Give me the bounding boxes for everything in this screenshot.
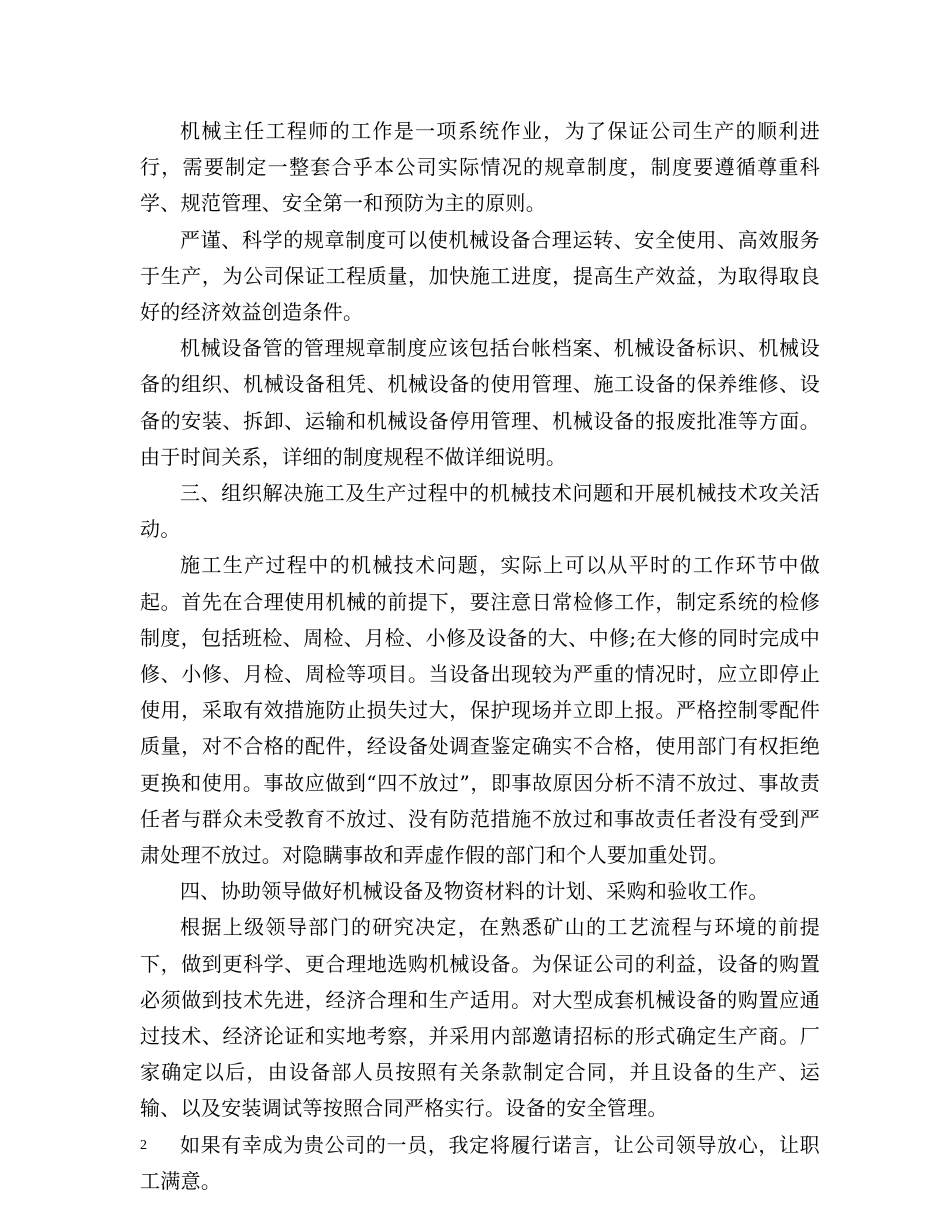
body-text: [140, 113, 820, 1199]
paragraph-procurement: 根据上级领导部门的研究决定，在熟悉矿山的工艺流程与环境的前提下，做到更科学、更合理地选购机械设备。为保证公司的利益，设备的购置必须做到技术先进，经济合理和生产适用。对大型成套机械设备的购置应通过技术、经济论证和实地考察，并采用内部邀请招标的形式确定生产商。厂家确定以后，由设备部人员按照有关条款制定合同，并且设备的生产、运输、以及安装调试等按照合同严格实行。设备的安全管理。: [140, 915, 820, 1121]
paragraph-rules-intro: 机械主任工程师的工作是一项系统作业，为了保证公司生产的顺利进行，需要制定一整套合乎本公司实际情况的规章制度，制度要遵循尊重科学、规范管理、安全第一和预防为主的原则。: [140, 119, 820, 216]
heading-section-four: 四、协助领导做好机械设备及物资材料的计划、采购和验收工作。: [180, 879, 769, 904]
page-number: 2: [140, 1138, 147, 1153]
paragraph-technical-issues: 施工生产过程中的机械技术问题，实际上可以从平时的工作环节中做起。首先在合理使用机械的前提下，要注意日常检修工作，制定系统的检修制度，包括班检、周检、月检、小修及设备的大、中修;在大修的同时完成中修、小修、月检、周检等项目。当设备出现较为严重的情况时，应立即停止使用，采取有效措施防止损失过大，保护现场并立即上报。严格控制零配件质量，对不合格的配件，经设备处调查鉴定确实不合格，使用部门有权拒绝更换和使用。事故应做到“四不放过”，即事故原因分析不清不放过、事故责任者与群众未受教育不放过、没有防范措施不放过和事故责任者没有受到严肃处理不放过。对隐瞒事故和弄虚作假的部门和个人要加重处罚。: [140, 553, 820, 868]
paragraph-rules-benefits: 严谨、科学的规章制度可以使机械设备合理运转、安全使用、高效服务于生产，为公司保证工程质量，加快施工进度，提高生产效益，为取得取良好的经济效益创造条件。: [140, 227, 820, 325]
paragraph-rules-scope: 机械设备管的管理规章制度应该包括台帐档案、机械设备标识、机械设备的组织、机械设备租凭、机械设备的使用管理、施工设备的保养维修、设备的安装、拆卸、运输和机械设备停用管理、机械设备的报废批准等方面。由于时间关系，详细的制度规程不做详细说明。: [140, 336, 820, 469]
heading-section-three: 三、组织解决施工及生产过程中的机械技术问题和开展机械技术攻关活动。: [140, 481, 820, 542]
paragraph-closing: 如果有幸成为贵公司的一员，我定将履行诺言，让公司领导放心，让职工满意。: [140, 1132, 820, 1193]
